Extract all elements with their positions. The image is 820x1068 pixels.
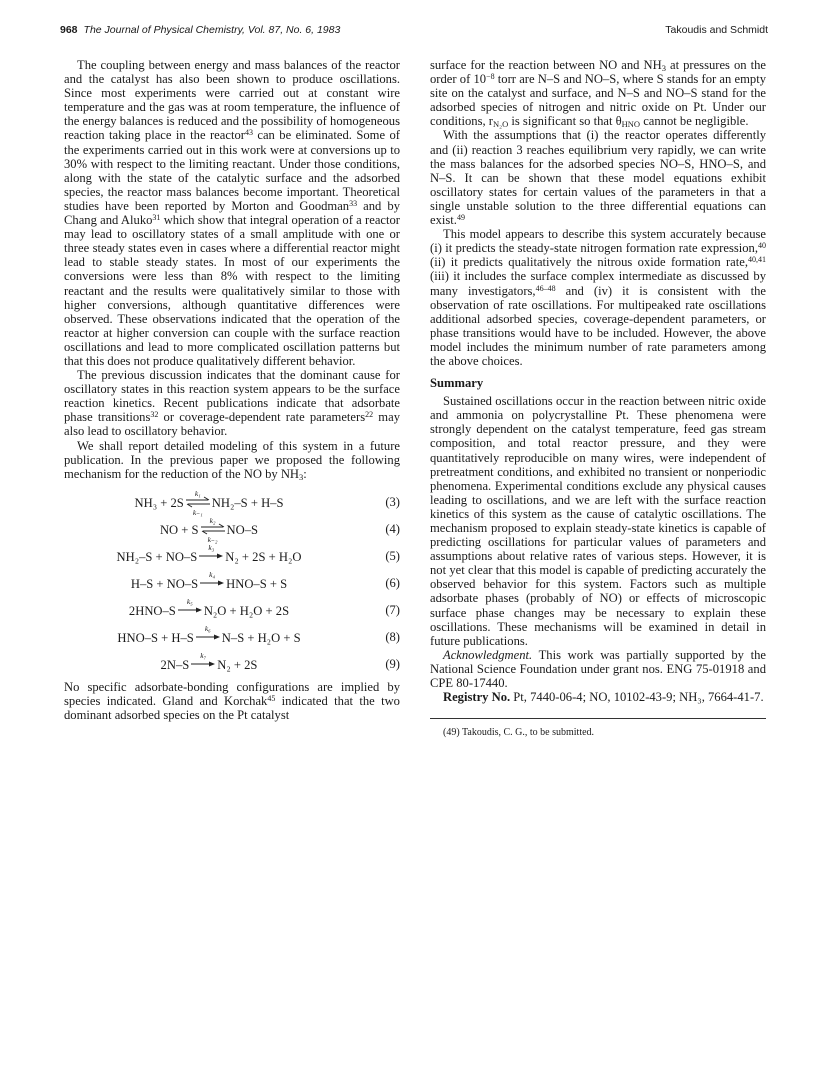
paragraph: The coupling between energy and mass balances of the reactor and the catalyst has also been shown to produce oscillations. Since most experiments were carried out at constant wire temperature and the gas was at room temperature, the influence of the energy balances is reduced and the possibility of homogeneous reaction taking place in the reactor$^{43}$ can be eliminated. Some of the experiments carried out in this work were at conversions up to 30% with respect to the limiting reactant. Under those conditions, along with the state of the catalytic surface and the adsorbed species, the reactor mass balances become important. Theoretical studies have been reported by Morton and Goodman$^{33}$ and by Chang and Aluko$^{31}$ which show that integral operation of a reactor may lead to oscillatory states of a small amplitude with one or three steady states even in cases where a differential reactor might lead to stable steady states. In most of our experiments the conversions were less than 8% with respect to the limiting reactant and the results were qualitatively similar to those with higher conversions, although quantitative differences were observed. These observations indicated that the operation of the reactor at higher conversion can couple with the surface reaction oscillations and lead to more complicated oscillation patterns but that this does not produce qualitatively different behavior. — [64, 58, 400, 368]
acknowledgment: Acknowledgment. This work was partially supported by the National Science Foundation under grant nos. ENG 75-01918 and CPE 80-17440. — [430, 647, 766, 691]
paragraph: We shall report detailed modeling of this system in a future publication. In the previous paper we proposed the following mechanism for the reduction of the NO by $NH_3$: — [64, 438, 400, 482]
footnote-divider — [430, 718, 766, 719]
right-column — [430, 58, 766, 739]
running-header-authors: Takoudis and Schmidt — [665, 24, 768, 36]
equation: NH₂–S + NO–S k₃ N₂ + 2S + H₂O (5) — [116, 542, 400, 564]
footnote: (49) Takoudis, C. G., to be submitted. — [443, 727, 595, 739]
equation: NH₃ + 2S k₁ k₋₁ NH₂–S + H–S (3) — [134, 488, 400, 517]
equation: 2N–S k₇ N₂ + 2S (9) — [160, 650, 400, 672]
paragraph: surface for the reaction between NO and $NH_3$ at pressures on the order of $10^{-8}$ torr are N–S and NO–S, where S stands for an empty site on the catalyst and surface, and N–S and NO–S stand for the adsorbed species of nitrogen and nitric oxide on Pt. Under our conditions, $r_{N_2O}$ is significant so that $\theta_{HNO}$ cannot be negligible. — [430, 58, 766, 130]
equation: HNO–S + H–S k₆ N–S + H₂O + S (8) — [117, 623, 400, 645]
paragraph: No specific adsorbate-bonding configurations are implied by species indicated. Gland and Korchak$^{45}$ indicated that the two dominant adsorbed species on the Pt catalyst — [64, 679, 400, 722]
paragraph: With the assumptions that (i) the reactor operates differently and (ii) reaction 3 reaches equilibrium very rapidly, we can write the mass balances for the adsorbed species NO–S, HNO–S, and N–S. It can be shown that these model equations exhibit oscillatory states for certain values of the parameters in that a single unstable solution to the three differential equations can exist.$^{49}$ — [430, 128, 766, 228]
page-header — [60, 24, 768, 42]
registry-numbers: Registry No. Pt, 7440-06-4; NO, 10102-43-9; NH₃, 7664-41-7. — [443, 690, 764, 705]
running-header-left — [60, 24, 340, 36]
section-heading-summary: Summary — [430, 376, 484, 391]
page-number: 968 — [60, 24, 78, 36]
equation: H–S + NO–S k₄ HNO–S + S (6) — [130, 569, 400, 591]
paragraph: This model appears to describe this system accurately because (i) it predicts the steady-state nitrogen formation rate expression,$^{40}$ (ii) it predicts qualitatively the nitrous oxide formation rate,$^{40,41}$ (iii) it includes the surface complex intermediate as discussed by many investigators,$^{46-48}$ and (iv) it is consistent with the observation of rate oscillations. For multipeaked rate oscillations additional adsorbed species, coverage-dependent parameters, or phase transitions would have to be included. However, the above model includes the minimum number of rate parameters among the above choices. — [430, 227, 766, 368]
paragraph: The previous discussion indicates that the dominant cause for oscillatory states in this reaction system appears to be the surface reaction kinetics. Recent publications indicate that adsorbate phase transitions$^{32}$ or coverage-dependent rate parameters$^{22}$ may also lead to oscillatory behavior. — [64, 368, 400, 439]
journal-title: The Journal of Physical Chemistry, Vol. 87, No. 6, 1983 — [83, 24, 341, 36]
equation: NO + S k₂ k₋₂ NO–S (4) — [159, 515, 400, 544]
equation: 2HNO–S k₅ N₂O + H₂O + 2S (7) — [128, 596, 400, 618]
left-column — [64, 58, 400, 722]
summary-paragraph: Sustained oscillations occur in the reaction between nitric oxide and ammonia on polycrystalline Pt. These phenomena were strongly dependent on the catalyst temperature, feed gas stream composition, and total reactor pressure, and they were quantitatively reproducible on many wires, were independent of pretreatment conditions, and exhibited no transient or nonperiodic phenomena. Experimental conditions exclude any physical causes leading to oscillations, and we are left with the surface reaction kinetics of this system as the cause of catalytic oscillations. The mechanism proposed to explain steady-state kinetics is capable of predicting oscillations for particular values of parameters and assumptions about relative rates of various steps. However, it is not yet clear that this model is capable of predicting accurately the observed behavior for this system. Factors such as multiple adsorbate phases (probably of NO) or effects of microscopic surface phase changes may be necessary to explain these oscillations. These mechanisms will be examined in detail in future publications. — [430, 394, 766, 648]
reaction-mechanism — [64, 487, 400, 676]
